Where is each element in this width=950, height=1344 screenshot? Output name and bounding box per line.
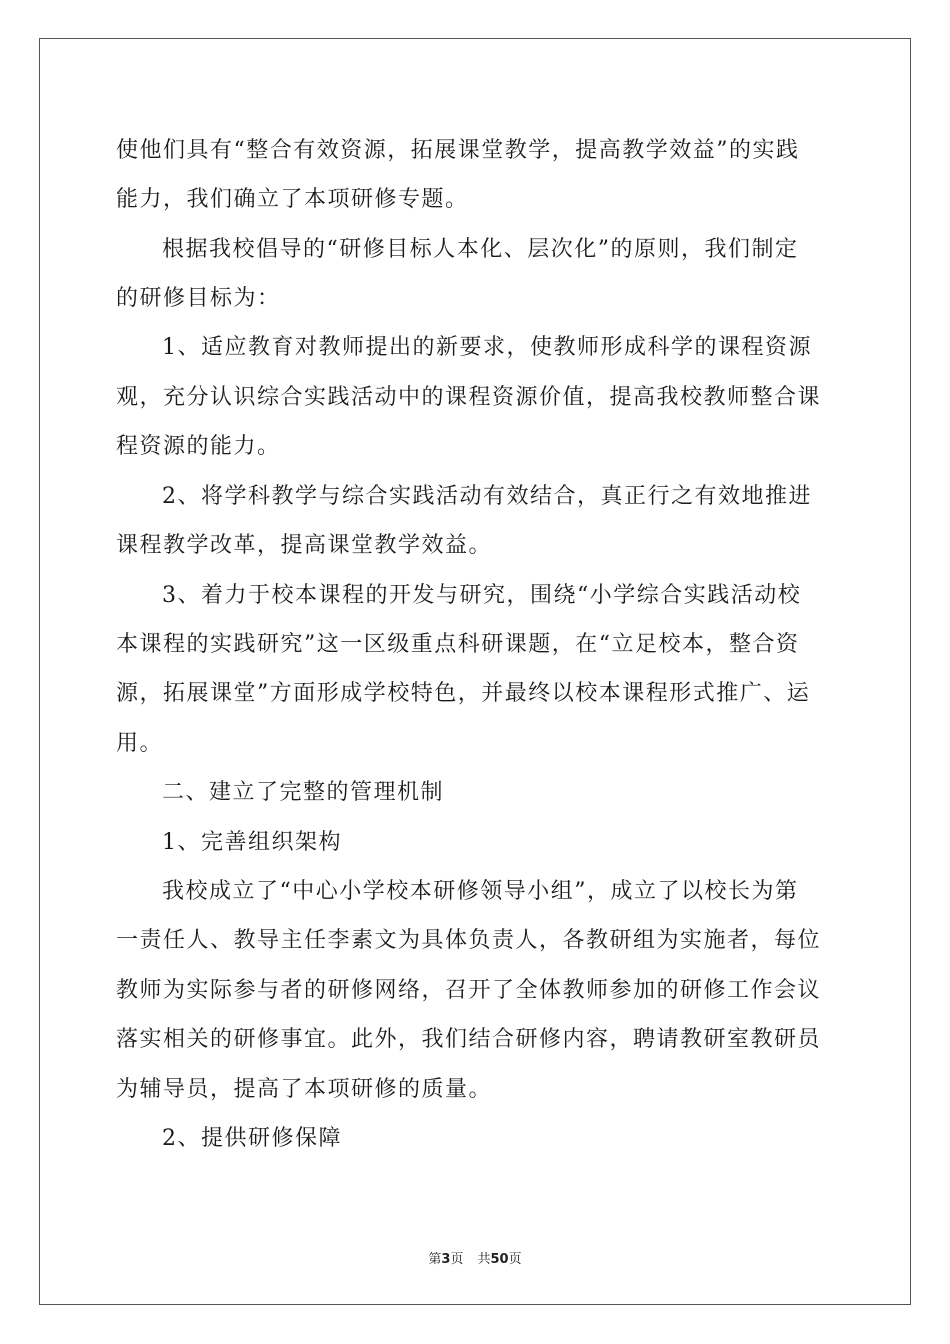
page-prefix: 第 <box>428 1252 442 1267</box>
total-unit: 页 <box>508 1252 522 1267</box>
text-line: 一责任人、教导主任李素文为具体负责人，各教研组为实施者，每位 <box>116 928 822 953</box>
text-line: 用。 <box>116 731 164 756</box>
page-unit: 页 <box>450 1252 464 1267</box>
paragraph-start-line: 根据我校倡导的“研修目标人本化、层次化”的原则，我们制定 <box>162 237 799 262</box>
text-line: 落实相关的研修事宜。此外，我们结合研修内容，聘请教研室教研员 <box>116 1027 822 1052</box>
text-line: 源，拓展课堂”方面形成学校特色，并最终以校本课程形式推广、运 <box>116 681 811 706</box>
subsection-heading: 1、完善组织架构 <box>162 830 342 855</box>
section-heading: 二、建立了完整的管理机制 <box>162 780 445 805</box>
text-line: 程资源的能力。 <box>116 434 281 459</box>
total-page-count: 50 <box>490 1252 509 1267</box>
page-footer <box>0 1248 950 1267</box>
text-line: 观，充分认识综合实践活动中的课程资源价值，提高我校教师整合课 <box>116 385 822 410</box>
text-line: 为辅导员，提高了本项研修的质量。 <box>116 1077 493 1102</box>
current-page-number: 3 <box>441 1252 451 1267</box>
text-line: 能力，我们确立了本项研修专题。 <box>116 187 469 212</box>
page-border <box>39 38 911 1305</box>
subsection-heading: 2、提供研修保障 <box>162 1126 342 1151</box>
text-line: 的研修目标为： <box>116 286 281 311</box>
list-item-start-line: 3、着力于校本课程的开发与研究，围绕“小学综合实践活动校 <box>162 583 802 608</box>
text-line: 使他们具有“整合有效资源，拓展课堂教学，提高教学效益”的实践 <box>116 138 800 163</box>
text-line: 课程教学改革，提高课堂教学效益。 <box>116 533 493 558</box>
text-line: 教师为实际参与者的研修网络，召开了全体教师参加的研修工作会议 <box>116 978 822 1003</box>
list-item-start-line: 1、适应教育对教师提出的新要求，使教师形成科学的课程资源 <box>162 335 812 360</box>
total-prefix: 共 <box>477 1252 491 1267</box>
list-item-start-line: 2、将学科教学与综合实践活动有效结合，真正行之有效地推进 <box>162 484 812 509</box>
paragraph-start-line: 我校成立了“中心小学校本研修领导小组”，成立了以校长为第 <box>162 879 799 904</box>
text-line: 本课程的实践研究”这一区级重点科研课题，在“立足校本，整合资 <box>116 632 800 657</box>
